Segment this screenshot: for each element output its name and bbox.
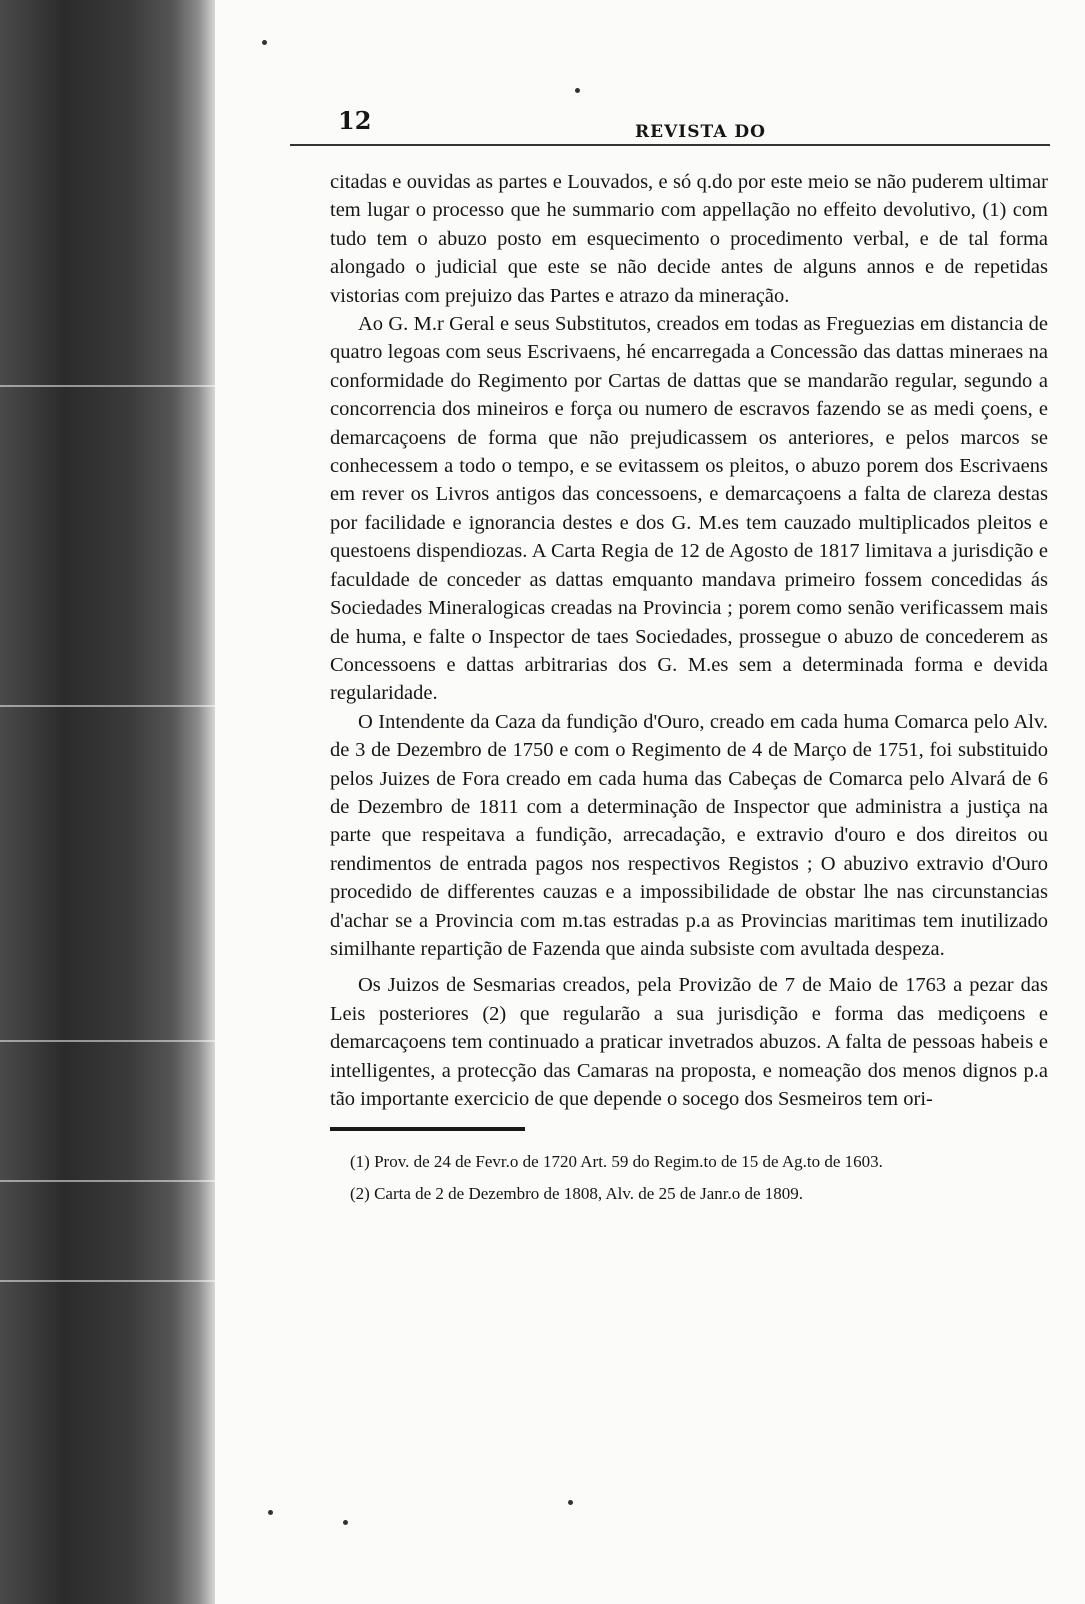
paragraph: citadas e ouvidas as partes e Louvados, e só q.do por este meio se não puderem ultimar tem lugar o processo que he summario com appellação no effeito devolutivo, (1) com tudo tem o abuzo posto em esquecimento o procedimento verbal, e de tal forma alongado o judicial que este se não decide antes de alguns annos e de repetidas vistorias com prejuizo das Partes e atrazo da mineração.: [330, 171, 1048, 307]
book-binding-shadow: [0, 0, 215, 1604]
paragraph: O Intendente da Caza da fundição d'Ouro, creado em cada huma Comarca pelo Alv. de 3 de Dezembro de 1750 e com o Regimento de 4 de Março de 1751, foi substituido pelos Juizes de Fora creado em cada huma das Cabeças de Comarca pelo Alvará de 6 de Dezembro de 1811 com a determinação de Inspector que administra a justiça na parte que respeitava a fundição, arrecadação, e extravio d'ouro e dos direitos ou rendimentos de entrada pagos nos respectivos Registos ; O abuzivo extravio d'Ouro procedido de differentes cauzas e a impossibilidade de obstar lhe nas circunstancias d'achar se a Provincia com m.tas estradas p.a as Provincias maritimas tem inutilizado similhante repartição de Fazenda que ainda subsiste com avultada despeza.: [330, 710, 1048, 960]
footnote: (2) Carta de 2 de Dezembro de 1808, Alv. de 25 de Janr.o de 1809.: [350, 1184, 804, 1204]
footnote: (1) Prov. de 24 de Fevr.o de 1720 Art. 59 do Regim.to de 15 de Ag.to de 1603.: [350, 1152, 883, 1172]
paragraph: Ao G. M.r Geral e seus Substitutos, creados em todas as Freguezias em distancia de quatro legoas com seus Escrivaens, hé encarregada a Concessão das dattas mineraes na conformidade do Regimento por Cartas de dattas que se mandarão regular, segundo a concorrencia dos mineiros e força ou numero de escravos fazendo se as medi çoens, e demarcaçoens de forma que não prejudicassem os anteriores, e pelos marcos se conhecessem a todo o tempo, e se evitassem os pleitos, o abuzo porem dos Escrivaens em rever os Livros antigos das concessoens, e demarcaçoens a falta de clareza destas por facilidade e ignorancia destes e dos G. M.es tem cauzado multiplicados pleitos e questoens dispendiozas. A Carta Regia de 12 de Agosto de 1817 limitava a jurisdição e faculdade de conceder as dattas emquanto mandava primeiro fossem concedidas ás Sociedades Mineralogicas creadas na Provincia ; porem como senão verificassem mais de huma, e falte o Inspector de taes Sociedades, prossegue o abuzo de concederem as Concessoens e dattas arbitrarias dos G. M.es sem a determinada forma e devida regularidade.: [330, 313, 1048, 705]
ink-speck: [262, 40, 267, 45]
body-text: [330, 168, 1048, 1113]
ink-speck: [268, 1510, 273, 1515]
page-number: 12: [338, 106, 372, 135]
paragraph: Os Juizos de Sesmarias creados, pela Provizão de 7 de Maio de 1763 a pezar das Leis posteriores (2) que regularão a sua jurisdição e forma das mediçoens e demarcaçoens tem continuado a praticar invetrados abuzos. A falta de pessoas habeis e intelligentes, a protecção das Camaras na proposta, e nomeação dos menos dignos p.a tão importante exercicio de que depende o socego dos Sesmeiros tem ori-: [330, 974, 1048, 1110]
running-head: [290, 100, 1050, 146]
footnotes: [330, 1149, 1048, 1207]
footnote-divider: [330, 1127, 525, 1131]
journal-title: REVISTA DO: [635, 122, 766, 142]
ink-speck: [575, 88, 580, 93]
page: [290, 100, 1050, 1580]
